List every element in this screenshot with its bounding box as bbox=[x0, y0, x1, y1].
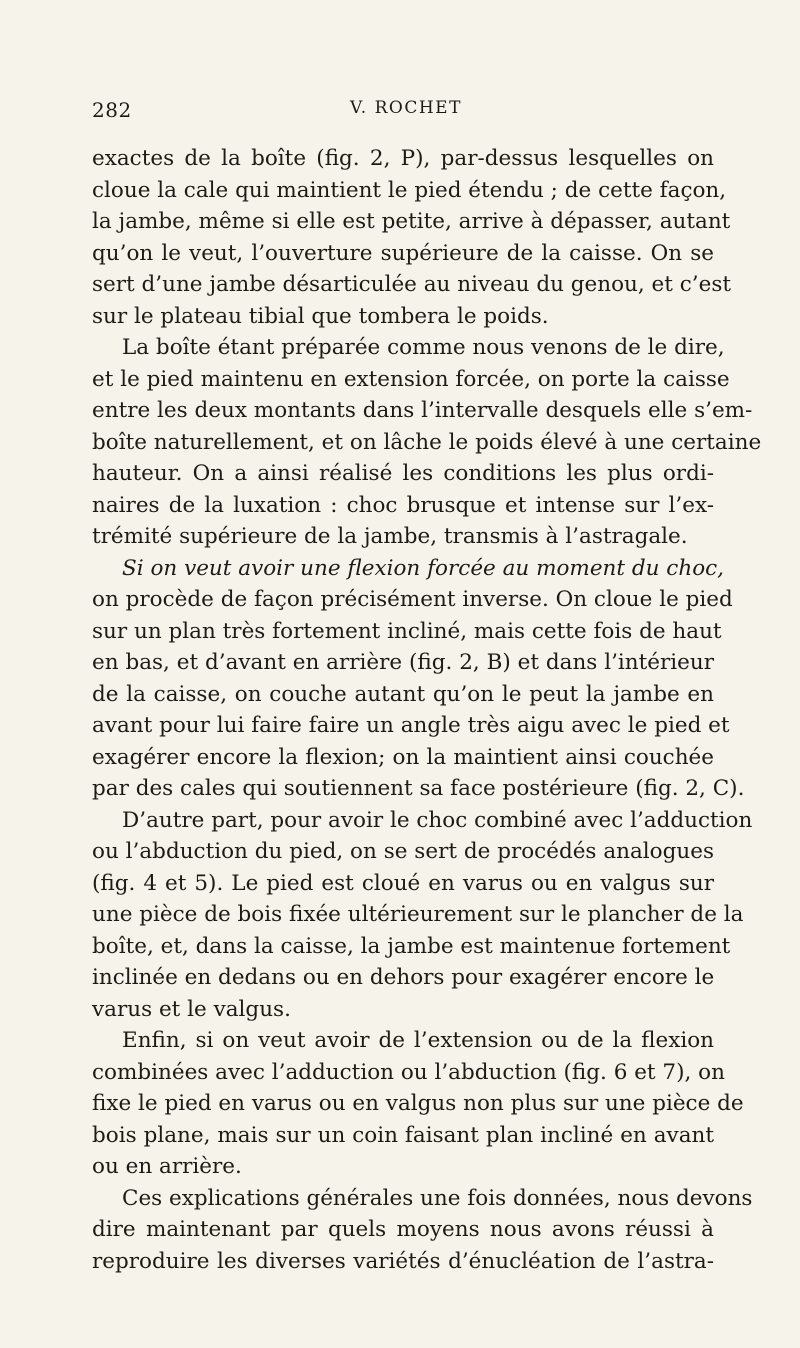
text-line: D’autre part, pour avoir le choc combiné avec l’adduction bbox=[122, 807, 753, 833]
text-line: en bas, et d’avant en arrière (fig. 2, B) et dans l’intérieur bbox=[92, 650, 714, 675]
text-line: La boîte étant préparée comme nous venons de le dire, bbox=[122, 335, 725, 360]
text-line: combinées avec l’adduction ou l’abduction (fig. 6 et 7), on bbox=[92, 1059, 725, 1085]
text-line: sur le plateau tibial que tombera le poids. bbox=[92, 303, 549, 329]
text-line: la jambe, même si elle est petite, arrive à dépasser, autant bbox=[92, 209, 731, 234]
text-line: sert d’une jambe désarticulée au niveau du genou, et c’est bbox=[92, 272, 732, 297]
text-line: cloue la cale qui maintient le pied étendu ; de cette façon, bbox=[92, 177, 727, 203]
text-line: avant pour lui faire faire un angle très aigu avec le pied et bbox=[92, 713, 730, 738]
page-header bbox=[92, 98, 712, 130]
text-line: entre les deux montants dans l’intervalle desquels elle s’em- bbox=[92, 398, 753, 423]
text-line: Enfin, si on veut avoir de l’extension ou de la flexion bbox=[122, 1028, 714, 1053]
text-line: de la caisse, on couche autant qu’on le peut la jambe en bbox=[92, 681, 714, 707]
text-line: hauteur. On a ainsi réalisé les conditions les plus ordi- bbox=[92, 461, 714, 486]
body-text bbox=[92, 143, 762, 1277]
text-line: boîte naturellement, et on lâche le poids élevé à une certaine bbox=[92, 429, 762, 455]
text-line: Ces explications générales une fois données, nous devons bbox=[122, 1185, 753, 1211]
text-line: reproduire les diverses variétés d’énucléation de l’astra- bbox=[92, 1248, 714, 1274]
text-line: on procède de façon précisément inverse. On cloue le pied bbox=[92, 587, 733, 612]
text-line: exagérer encore la flexion; on la maintient ainsi couchée bbox=[92, 744, 714, 770]
text-line: inclinée en dedans ou en dehors pour exagérer encore le bbox=[92, 965, 715, 990]
page-number: 282 bbox=[92, 98, 132, 122]
text-line: boîte, et, dans la caisse, la jambe est maintenue fortement bbox=[92, 933, 731, 959]
text-line: sur un plan très fortement incliné, mais cette fois de haut bbox=[92, 618, 722, 644]
text-line: ou en arrière. bbox=[92, 1154, 242, 1179]
text-line: naires de la luxation : choc brusque et intense sur l’ex- bbox=[92, 492, 714, 518]
text-line: et le pied maintenu en extension forcée, on porte la caisse bbox=[92, 366, 730, 392]
text-line: qu’on le veut, l’ouverture supérieure de la caisse. On se bbox=[92, 240, 714, 266]
text-line: fixe le pied en varus ou en valgus non plus sur une pièce de bbox=[92, 1091, 744, 1116]
text-line: ou l’abduction du pied, on se sert de procédés analogues bbox=[92, 839, 714, 864]
text-line: bois plane, mais sur un coin faisant plan incliné en avant bbox=[92, 1122, 714, 1148]
text-line: dire maintenant par quels moyens nous avons réussi à bbox=[92, 1217, 714, 1242]
text-line: trémité supérieure de la jambe, transmis à l’astragale. bbox=[92, 524, 688, 549]
italic-text-line: Si on veut avoir une flexion forcée au moment du choc, bbox=[122, 555, 725, 581]
text-line: (fig. 4 et 5). Le pied est cloué en varus ou en valgus sur bbox=[92, 870, 714, 896]
text-line: varus et le valgus. bbox=[92, 996, 291, 1022]
text-line: par des cales qui soutiennent sa face postérieure (fig. 2, C). bbox=[92, 776, 745, 801]
running-head: V. ROCHET bbox=[350, 98, 462, 118]
text-line: une pièce de bois fixée ultérieurement sur le plancher de la bbox=[92, 902, 744, 927]
text-line: exactes de la boîte (fig. 2, P), par-dessus lesquelles on bbox=[92, 146, 714, 171]
